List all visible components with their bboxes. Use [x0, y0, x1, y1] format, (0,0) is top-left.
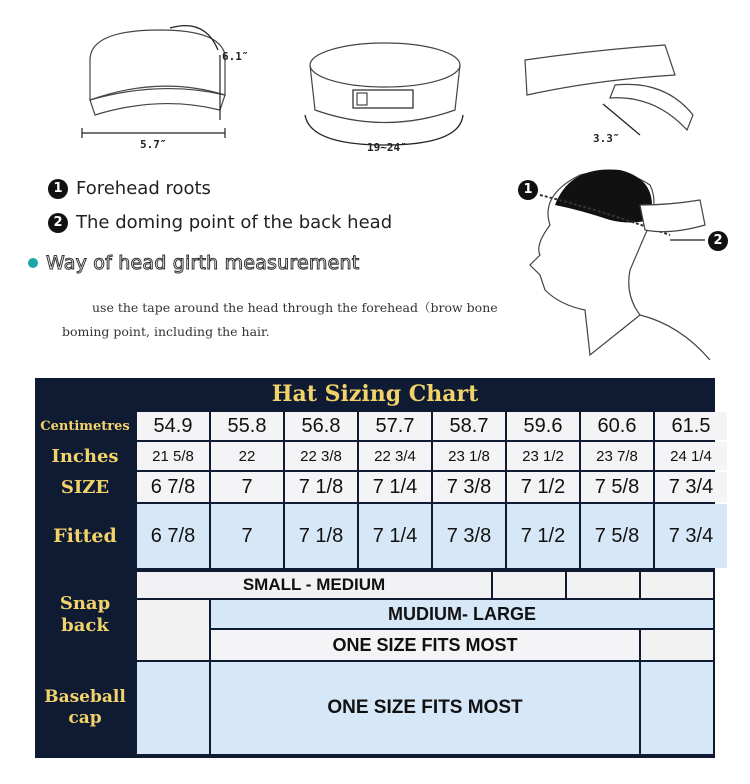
fitted-value-cell: 7	[211, 504, 283, 568]
snapback-blank-cell	[493, 572, 565, 598]
fitted-value-cell: 7 1/8	[285, 504, 357, 568]
head-profile-drawing	[510, 165, 740, 360]
inches-value-cell: 23 7/8	[581, 442, 653, 470]
snapback-blank-cell	[567, 572, 639, 598]
size-value-cell: 7 1/4	[359, 472, 431, 502]
inches-value-cell: 22 3/4	[359, 442, 431, 470]
visor-side-diagram	[515, 0, 705, 160]
inches-value-cell: 22	[211, 442, 283, 470]
inches-value-cell: 23 1/2	[507, 442, 579, 470]
measurement-note-line-2: boming point, including the hair.	[62, 324, 270, 339]
measurement-note-line-1: use the tape around the head through the forehead（brow bone	[92, 300, 498, 315]
visor-front-diagram	[70, 0, 250, 160]
size-value-cell: 7 3/4	[655, 472, 727, 502]
girth-dimension: 19~24″	[367, 141, 407, 154]
row-label-baseball-cap: Baseball cap	[44, 687, 126, 728]
fitted-value-cell: 7 3/8	[433, 504, 505, 568]
visor-back-diagram	[295, 0, 475, 160]
row-label-snapback: Snap back	[59, 593, 111, 636]
measurement-heading-text: Way of head girth measurement	[46, 252, 360, 274]
legend-item-back-head	[48, 212, 392, 233]
measurement-heading	[28, 252, 359, 274]
inches-value-cell: 24 1/4	[655, 442, 727, 470]
snapback-left-blank	[137, 600, 209, 660]
centimetres-value-cell: 58.7	[433, 412, 505, 440]
baseball-left-blank	[137, 662, 209, 754]
number-one-marker: 1	[518, 180, 538, 200]
number-one-badge: 1	[48, 179, 68, 199]
head-measurement-figure	[510, 165, 740, 360]
chart-title: Hat Sizing Chart	[271, 381, 479, 407]
fitted-value-cell: 7 5/8	[581, 504, 653, 568]
row-label-fitted: Fitted	[53, 525, 117, 547]
centimetres-value-cell: 55.8	[211, 412, 283, 440]
centimetres-value-cell: 61.5	[655, 412, 727, 440]
snapback-small-medium: SMALL - MEDIUM	[137, 572, 491, 598]
visor-front-drawing	[70, 0, 250, 160]
snapback-blank-cell	[641, 572, 713, 598]
centimetres-value-cell: 57.7	[359, 412, 431, 440]
fitted-value-cell: 7 1/4	[359, 504, 431, 568]
hat-sizing-chart	[35, 378, 715, 758]
size-value-cell: 7 1/8	[285, 472, 357, 502]
fitted-value-cell: 7 3/4	[655, 504, 727, 568]
size-value-cell: 6 7/8	[137, 472, 209, 502]
size-value-cell: 7	[211, 472, 283, 502]
legend-item-label: Forehead roots	[76, 178, 211, 199]
size-value-cell: 7 3/8	[433, 472, 505, 502]
centimetres-value-cell: 54.9	[137, 412, 209, 440]
brim-dimension: 3.3″	[593, 132, 620, 145]
legend-item-forehead	[48, 178, 211, 199]
snapback-blank-cell	[641, 630, 713, 660]
centimetres-value-cell: 59.6	[507, 412, 579, 440]
centimetres-value-cell: 60.6	[581, 412, 653, 440]
baseball-right-blank	[641, 662, 713, 754]
inches-value-cell: 22 3/8	[285, 442, 357, 470]
row-label-size: SIZE	[60, 476, 110, 498]
inches-value-cell: 21 5/8	[137, 442, 209, 470]
height-dimension: 6.1″	[222, 50, 249, 63]
fitted-value-cell: 6 7/8	[137, 504, 209, 568]
number-two-badge: 2	[48, 213, 68, 233]
width-dimension: 5.7″	[140, 138, 167, 151]
centimetres-value-cell: 56.8	[285, 412, 357, 440]
legend-item-label: The doming point of the back head	[76, 212, 393, 233]
number-two-marker: 2	[708, 231, 728, 251]
baseball-one-size: ONE SIZE FITS MOST	[211, 662, 639, 754]
visor-back-drawing	[295, 0, 475, 160]
row-label-centimetres: Centimetres	[40, 418, 130, 434]
size-value-cell: 7 5/8	[581, 472, 653, 502]
snapback-one-size: ONE SIZE FITS MOST	[211, 630, 639, 660]
bullet-icon	[28, 258, 38, 268]
row-label-inches: Inches	[51, 445, 119, 467]
inches-value-cell: 23 1/8	[433, 442, 505, 470]
snapback-medium-large: MUDIUM- LARGE	[211, 600, 713, 628]
fitted-value-cell: 7 1/2	[507, 504, 579, 568]
size-value-cell: 7 1/2	[507, 472, 579, 502]
